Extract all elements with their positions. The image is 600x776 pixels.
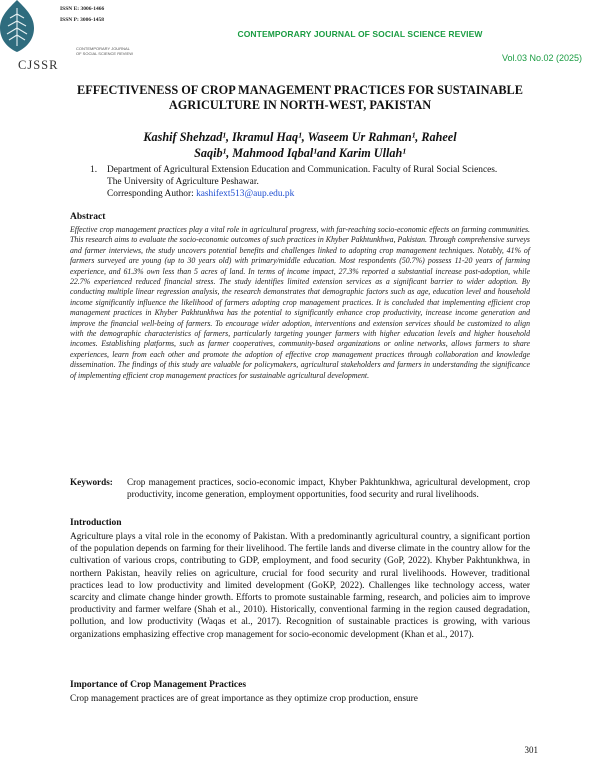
importance-paragraph: Crop management practices are of great importance as they optimize crop production, ensure	[70, 694, 418, 704]
issn-print: ISSN P: 3006-1458	[60, 17, 105, 23]
authors-line-2: Saqib¹, Mahmood Iqbal¹and Karim Ullah¹	[194, 146, 406, 160]
corresponding-email-link[interactable]: kashifext513@aup.edu.pk	[196, 189, 295, 199]
keywords	[70, 476, 530, 500]
logo-text: CJSSR	[18, 58, 59, 72]
journal-name: CONTEMPORARY JOURNAL OF SOCIAL SCIENCE REVIEW	[237, 29, 483, 39]
introduction-heading: Introduction	[70, 518, 122, 528]
keywords-label: Keywords:	[70, 477, 113, 487]
abstract-text: Effective crop management practices play a vital role in agricultural progress, with far-reaching socio-economic effects on farming communities. This research aims to evaluate the socio-economic outcomes of such practices in Khyber Pakhtunkhwa, Pakistan. Through comprehensive surveys and farmer interviews, the study uncovers potential benefits and challenges linked to adopting crop management techniques. Notably, 41% of farmers surveyed are young (up to 30 years old) with primary/middle education. Most respondents (50.7%) possess 11-20 years of farming experience, and 61.3% own less than 5 acres of land. In terms of income impact, 27.3% reported a substantial increase post-adoption, while 22.7% experienced reduced financial stress. The study identifies limited extension services as a significant barrier to wider adoption. By conducting multiple linear regression analysis, the research demonstrates that demographic factors such as age, education level and household income significantly influence the likelihood of farmers adopting crop management practices. It is concluded that implementing efficient crop management practices in Khyber Pakhtunkhwa has the potential to significantly enhance crop productivity, increase income generation and improve the financial well-being of farmers. To encourage wider adoption, interventions and extension services should be customized to align with the demographic characteristics of farmers, particularly targeting younger farmers with higher education levels and higher household incomes. Establishing platforms, such as farmer cooperatives, community-based organizations or online networks, allows farmers to share experiences, learn from each other and promote the adoption of effective crop management practices through collaboration and knowledge dissemination. The findings of this study are valuable for policymakers, agricultural stakeholders and farmers in understanding the significance of implementing efficient crop management practices for sustainable agricultural development.	[70, 225, 530, 380]
corresponding-label: Corresponding Author:	[107, 189, 194, 199]
abstract-heading: Abstract	[70, 212, 106, 222]
importance-heading: Importance of Crop Management Practices	[70, 680, 247, 690]
affiliation-number: 1.	[90, 165, 98, 175]
author-list	[70, 129, 530, 161]
page-number: 301	[524, 745, 538, 755]
affiliation-text: Department of Agricultural Extension Education and Communication. Faculty of Rural Social Sciences. The University of Agriculture Peshawar.	[107, 165, 498, 187]
paper-title: EFFECTIVENESS OF CROP MANAGEMENT PRACTICES FOR SUSTAINABLE AGRICULTURE IN NORTH-WEST, PAKISTAN	[77, 83, 523, 112]
affiliation	[90, 164, 510, 200]
issn-electronic: ISSN E: 3006-1466	[60, 6, 105, 12]
introduction-paragraph: Agriculture plays a vital role in the economy of Pakistan. With a predominantly agricultural country, a significant portion of the population depends on farming for their livelihood. The fertile lands and diverse climate in the country allow for the cultivation of various crops, contributing to GDP, employment, and food security (GoP, 2022). Khyber Pakhtunkhwa, in northern Pakistan, heavily relies on agriculture, crucial for food security and rural livelihoods. However, traditional practices lead to low productivity and limited development (GoKP, 2022). Challenges like technology access, water scarcity and climate change hinder growth. Efforts to promote sustainable farming, research, and policies aim to improve productivity and farmer welfare (Shah et al., 2010). Historically, conventional farming in the region caused degradation, pollution, and low productivity (Waqas et al., 2017). Recognition of sustainable practices is growing, with various organizations emphasizing effective crop management for socio-economic development (Khan et al., 2017).	[70, 532, 530, 640]
volume-issue: Vol.03 No.02 (2025)	[501, 53, 582, 63]
logo-journal-subtitle: CONTEMPORARY JOURNAL OF SOCIAL SCIENCE REVIEW	[76, 46, 133, 56]
journal-logo	[0, 0, 34, 52]
keywords-text: Crop management practices, socio-economic impact, Khyber Pakhtunkhwa, agricultural development, crop productivity, income generation, employment opportunities, food security and rural livelihoods.	[127, 477, 530, 499]
authors-line-1: Kashif Shehzad¹, Ikramul Haq¹, Waseem Ur Rahman¹, Raheel	[143, 130, 457, 144]
